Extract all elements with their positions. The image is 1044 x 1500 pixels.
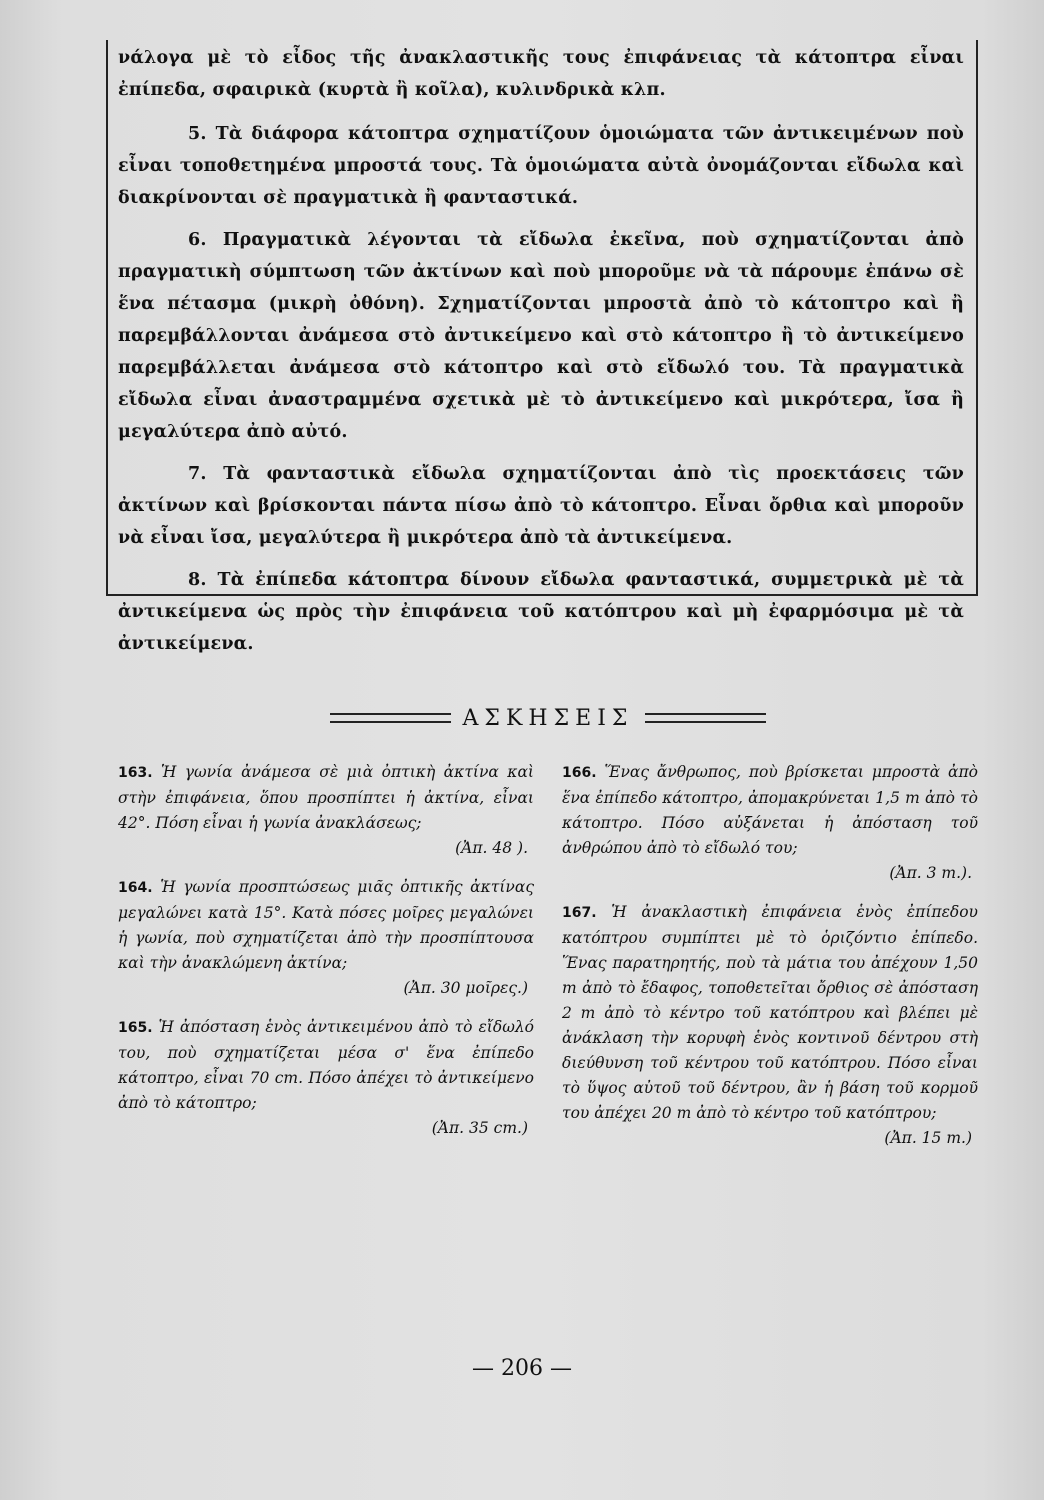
exercise-164	[118, 875, 534, 1001]
exercises-title: ΑΣΚΗΣΕΙΣ	[462, 705, 634, 731]
summary-text	[118, 42, 964, 670]
exercises-left-column	[118, 760, 534, 1155]
summary-item-7: 7. Τὰ φανταστικὰ εἴδωλα σχηματίζονται ἀπὸ τὶς προεκτάσεις τῶν ἀκτίνων καὶ βρίσκονται πάντα πίσω ἀπὸ τὸ κάτοπτρο. Εἶναι ὄρθια καὶ μποροῦν νὰ εἶναι ἴσα, μεγαλύτερα ἢ μικρότερα ἀπὸ τὰ ἀντικείμενα.	[118, 464, 964, 548]
exercise-number: 165 .	[118, 1020, 153, 1036]
exercise-number: 166 .	[562, 765, 597, 781]
exercise-number: 167 .	[562, 905, 597, 921]
exercise-answer: (Ἀπ. 3 m.).	[889, 864, 972, 882]
summary-item-6: 6. Πραγματικὰ λέγονται τὰ εἴδωλα ἐκεῖνα, ποὺ σχηματίζονται ἀπὸ πραγματικὴ σύμπτωση τῶν ἀκτίνων καὶ ποὺ μποροῦμε νὰ τὰ πάρουμε ἐπάνω σὲ ἕνα πέτασμα (μικρὴ ὀθόνη). Σχηματίζονται μπροστὰ ἀπὸ τὸ κάτοπτρο καὶ ἢ παρεμβάλλονται ἀνάμεσα στὸ ἀντικείμενο καὶ στὸ κάτοπτρο ἢ τὸ ἀντικείμενο παρεμβάλλεται ἀνάμεσα στὸ κάτοπτρο καὶ στὸ εἴδωλό του. Τὰ πραγματικὰ εἴδωλα εἶναι ἀναστραμμένα σχετικὰ μὲ τὸ ἀντικείμενο καὶ μικρότερα, ἴσα ἢ μεγαλύτερα ἀπὸ αὐτό.	[118, 230, 964, 442]
exercises-right-column	[562, 760, 978, 1165]
exercise-text: Ἡ γωνία προσπτώσεως μιᾶς ὀπτικῆς ἀκτίνας μεγαλώνει κατὰ 15°. Κατὰ πόσες μοῖρες μεγαλώνει ἡ γωνία, ποὺ σχηματίζεται ἀπὸ τὴν προσπίπτουσα καὶ τὴν ἀνακλώμενη ἀκτίνα;	[118, 878, 534, 972]
exercise-text: Ἡ ἀπόσταση ἑνὸς ἀντικειμένου ἀπὸ τὸ εἴδωλό του, ποὺ σχηματίζεται μέσα σ' ἕνα ἐπίπεδο κάτοπτρο, εἶναι 70 cm. Πόσο ἀπέχει τὸ ἀντικείμενο ἀπὸ τὸ κάτοπτρο;	[118, 1018, 534, 1112]
summary-item-5: 5. Τὰ διάφορα κάτοπτρα σχηματίζουν ὁμοιώματα τῶν ἀντικειμένων ποὺ εἶναι τοποθετημένα μπροστά τους. Τὰ ὁμοιώματα αὐτὰ ὀνομάζονται εἴδωλα καὶ διακρίνονται σὲ πραγματικὰ ἢ φανταστικά.	[118, 124, 964, 208]
exercise-165	[118, 1015, 534, 1141]
exercise-number: 163 .	[118, 765, 153, 781]
summary-item-8: 8. Τὰ ἐπίπεδα κάτοπτρα δίνουν εἴδωλα φανταστικά, συμμετρικὰ μὲ τὰ ἀντικείμενα ὡς πρὸς τὴν ἐπιφάνεια τοῦ κατόπτρου καὶ μὴ ἐφαρμόσιμα μὲ τὰ ἀντικείμενα.	[118, 570, 964, 654]
exercise-answer: (Ἀπ. 30 μοῖρες.)	[403, 979, 528, 997]
exercise-text: Ἕνας ἄνθρωπος, ποὺ βρίσκεται μπροστὰ ἀπὸ ἕνα ἐπίπεδο κάτοπτρο, ἀπομακρύνεται 1,5 m ἀπὸ τὸ κάτοπτρο. Πόσο αὐξάνεται ἡ ἀπόσταση τοῦ ἀνθρώπου ἀπὸ τὸ εἴδωλό του;	[562, 763, 978, 857]
exercise-answer: (Ἀπ. 48 ).	[455, 839, 528, 857]
page-number: — 206 —	[472, 1356, 572, 1381]
exercise-answer: (Ἀπ. 35 cm.)	[431, 1119, 528, 1137]
exercise-text: Ἡ ἀνακλαστικὴ ἐπιφάνεια ἑνὸς ἐπίπεδου κατόπτρου συμπίπτει μὲ τὸ ὁριζόντιο ἐπίπεδο. Ἕνας παρατηρητής, ποὺ τὰ μάτια του ἀπέχουν 1,50 m ἀπὸ τὸ ἔδαφος, τοποθετεῖται ὄρθιος σὲ ἀπόσταση 2 m ἀπὸ τὸ κέντρο τοῦ κατόπτρου καὶ βλέπει μὲ ἀνάκλαση τὴν κορυφὴ ἑνὸς κοντινοῦ δέντρου στὴ διεύθυνση τοῦ κέντρου τοῦ κατόπτρου. Πόσο εἶναι τὸ ὕψος αὐτοῦ τοῦ δέντρου, ἂν ἡ βάση τοῦ κορμοῦ του ἀπέχει 20 m ἀπὸ τὸ κέντρο τοῦ κατόπτρου;	[562, 903, 978, 1122]
header-rule-left	[330, 713, 451, 723]
exercise-167	[562, 900, 978, 1151]
summary-intro: νάλογα μὲ τὸ εἶδος τῆς ἀνακλαστικῆς τους ἐπιφάνειας τὰ κάτοπτρα εἶναι ἐπίπεδα, σφαιρικὰ (κυρτὰ ἢ κοῖλα), κυλινδρικὰ κλπ.	[118, 48, 964, 100]
exercise-text: Ἡ γωνία ἀνάμεσα σὲ μιὰ ὀπτικὴ ἀκτίνα καὶ στὴν ἐπιφάνεια, ὅπου προσπίπτει ἡ ἀκτίνα, εἶναι 42°. Πόση εἶναι ἡ γωνία ἀνακλάσεως;	[118, 763, 534, 832]
header-rule-right	[645, 713, 766, 723]
exercise-number: 164 .	[118, 880, 153, 896]
exercise-answer: (Ἀπ. 15 m.)	[884, 1129, 972, 1147]
exercise-163	[118, 760, 534, 861]
exercise-166	[562, 760, 978, 886]
exercises-header	[330, 698, 766, 738]
